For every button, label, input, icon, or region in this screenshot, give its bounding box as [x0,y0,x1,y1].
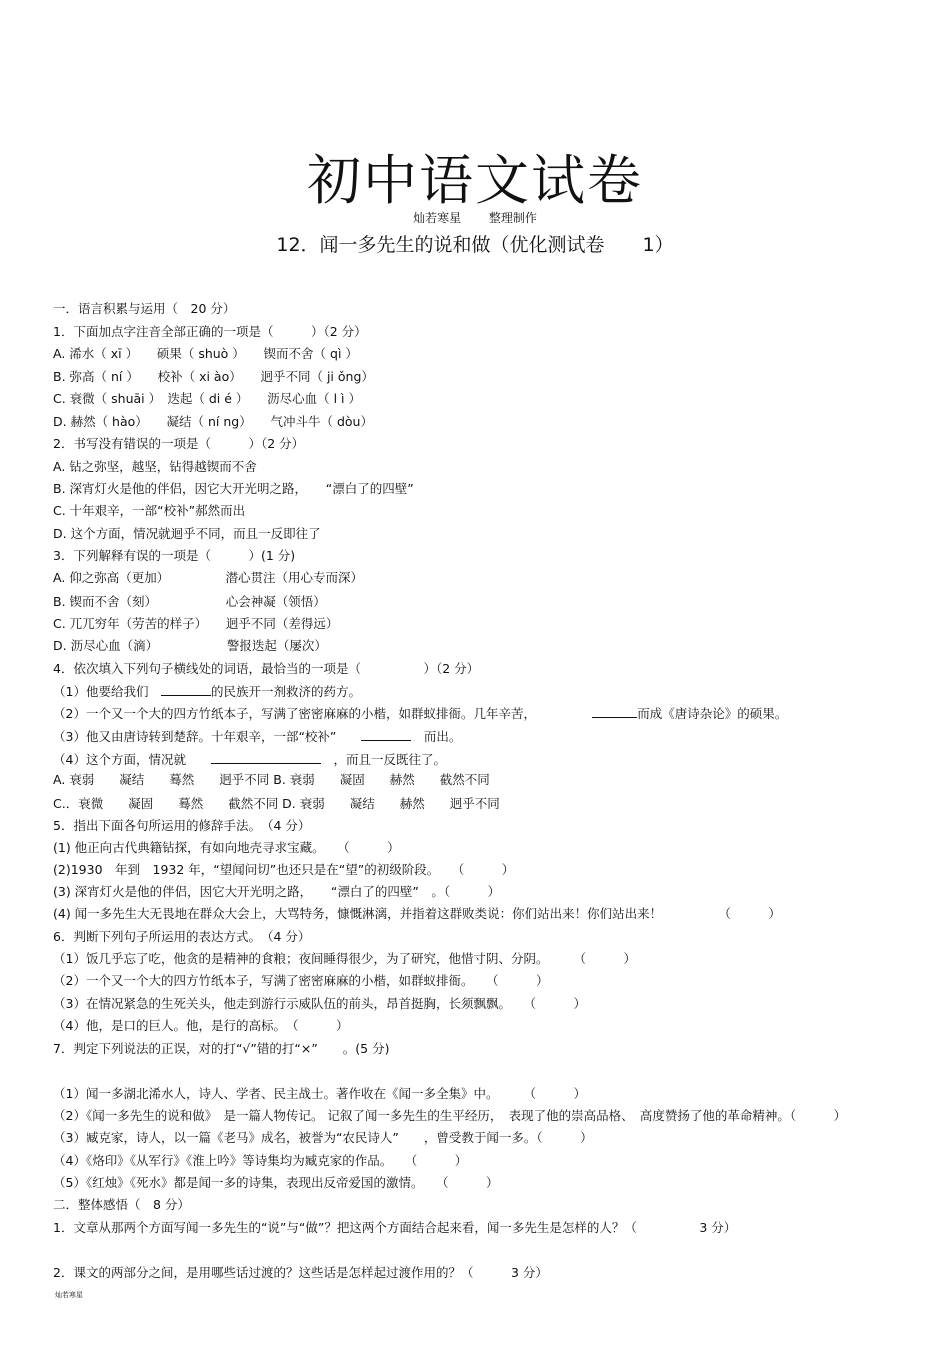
question-line: 5．指出下面各句所运用的修辞手法。 （4 分） [53,818,311,833]
question-line: C. 十年艰辛，一部“校补”郝然而出 [53,503,246,518]
question-line: B. 弥高（ ní ） 校补（ xi ào） 迥乎不同（ ji ǒng） [53,369,374,384]
question-line: A. 仰之弥高（更加） 潜心贯注（用心专而深） [53,570,364,585]
question-line: B. 锲而不舍（刻） 心会神凝（领悟） [53,594,326,609]
question-line: （1）饭几乎忘了吃，他贪的是精神的食粮；夜间睡得很少，为了研究，他惜寸阴、分阴。 （ ） [53,951,636,966]
answer-blank[interactable] [161,683,211,696]
question-line: （4）他，是口的巨人。他，是行的高标。 （ ） [53,1018,349,1033]
question-line: A. 浠水（ xī ） 硕果（ shuò ） 锲而不舍（ qì ） [53,346,358,361]
question-line: 一．语言积累与运用（ 20 分） [53,301,236,316]
answer-blank[interactable] [361,728,411,741]
question-line: 1．下面加点字注音全部正确的一项是（ ）（2 分） [53,324,367,339]
question-line: (2)1930 年到 1932 年，“望闻问切”也还只是在“望”的初级阶段。 （ ） [53,862,515,877]
answer-blank[interactable] [211,751,321,764]
page-title: 初中语文试卷 [307,149,643,212]
question-line: 2．课文的两部分之间，是用哪些话过渡的？这些话是怎样起过渡作用的？（ 3 分） [53,1265,548,1280]
question-line: （2）一个又一个大的四方竹纸本子，写满了密密麻麻的小楷，如群蚁排衙。 （ ） [53,973,549,988]
subtitle-note: 整理制作 [488,211,537,225]
question-line: D. 沥尽心血（滴） 警报迭起（屡次） [53,638,327,653]
question-line: 7．判定下列说法的正误，对的打“√”错的打“×” 。(5 分) [53,1041,390,1056]
question-line: （4）《烙印》《从军行》《淮上吟》等诗集均为臧克家的作品。 （ ） [53,1153,468,1168]
question-line: C. 衰微（ shuāi ） 迭起（ di é ） 沥尽心血（ l ì ） [53,391,361,406]
question-line: （3）臧克家，诗人，以一篇《老马》成名，被誉为“农民诗人” ，曾受教于闻一多。（ ） [53,1130,593,1145]
question-line: C.．衰微 凝固 蓦然 截然不同 D. 衰弱 凝结 赫然 迥乎不同 [53,796,500,811]
question-line: （2）《闻一多先生的说和做》 是一篇人物传记。 记叙了闻一多先生的生平经历， 表现了他的崇高品格、 高度赞扬了他的革命精神。（ ） [53,1108,847,1123]
question-line: A. 钻之弥坚，越坚，钻得越锲而不舍 [53,459,257,474]
question-line: 2．书写没有错误的一项是（ ）（2 分） [53,436,305,451]
question-line: 3．下列解释有误的一项是（ ）(1 分) [53,548,296,563]
answer-blank[interactable] [592,705,637,718]
question-line: （3）在情况紧急的生死关头，他走到游行示威队伍的前头，昂首挺胸，长须飘飘。 （ ） [53,996,586,1011]
question-line: (3) 深宵灯火是他的伴侣，因它大开光明之路， “漂白了的四壁” 。（ ） [53,884,501,899]
question-line: 二．整体感悟（ 8 分） [53,1197,190,1212]
question-line: （1）他要给我们 的民族开一剂救济的药方。 [53,684,361,699]
question-line: A. 衰弱 凝结 蓦然 迥乎不同 B. 衰弱 凝固 赫然 截然不同 [53,772,490,787]
footer-text: 灿若寒星 [55,1291,83,1299]
question-line: 6．判断下列句子所运用的表达方式。 （4 分） [53,929,311,944]
question-line: 4．依次填入下列句子横线处的词语，最恰当的一项是（ ）（2 分） [53,661,480,676]
question-line: D. 赫然（ hào） 凝结（ ní ng） 气冲斗牛（ dòu） [53,414,373,429]
question-line: (1) 他正向古代典籍钻探，有如向地壳寻求宝藏。 （ ） [53,840,400,855]
question-line: （1）闻一多湖北浠水人，诗人、学者、民主战士。著作收在《闻一多全集》中。 （ ） [53,1086,586,1101]
question-line: D. 这个方面，情况就迴乎不同，而且一反即往了 [53,526,321,541]
question-line: C. 兀兀穷年（劳苦的样子） 迥乎不同（差得远） [53,616,339,631]
subtitle-author: 灿若寒星 [413,211,462,225]
question-line: （3）他又由唐诗转到楚辞。十年艰辛，一部“校补” 而出。 [53,729,462,744]
question-line: 1．文章从那两个方面写闻一多先生的“说”与“做”？把这两个方面结合起来看，闻一多先生是怎样的人？（ 3 分） [53,1220,737,1235]
section-heading: 12．闻一多先生的说和做（优化测试卷 1） [276,234,674,256]
subtitle [0,209,950,226]
question-line: （2）一个又一个大的四方竹纸本子，写满了密密麻麻的小楷，如群蚁排衙。几年辛苦， 而成《唐诗杂论》的硕果。 [53,706,788,721]
question-line: B. 深宵灯火是他的伴侣，因它大开光明之路， “漂白了的四壁” [53,481,414,496]
question-line: （5）《红烛》《死水》都是闻一多的诗集，表现出反帝爱国的激情。 （ ） [53,1175,499,1190]
question-line: （4）这个方面，情况就 ，而且一反既往了。 [53,752,446,767]
question-line: (4) 闻一多先生大无畏地在群众大会上，大骂特务，慷慨淋漓，并指着这群败类说：你们站出来！你们站出来！ （ ） [53,906,781,921]
